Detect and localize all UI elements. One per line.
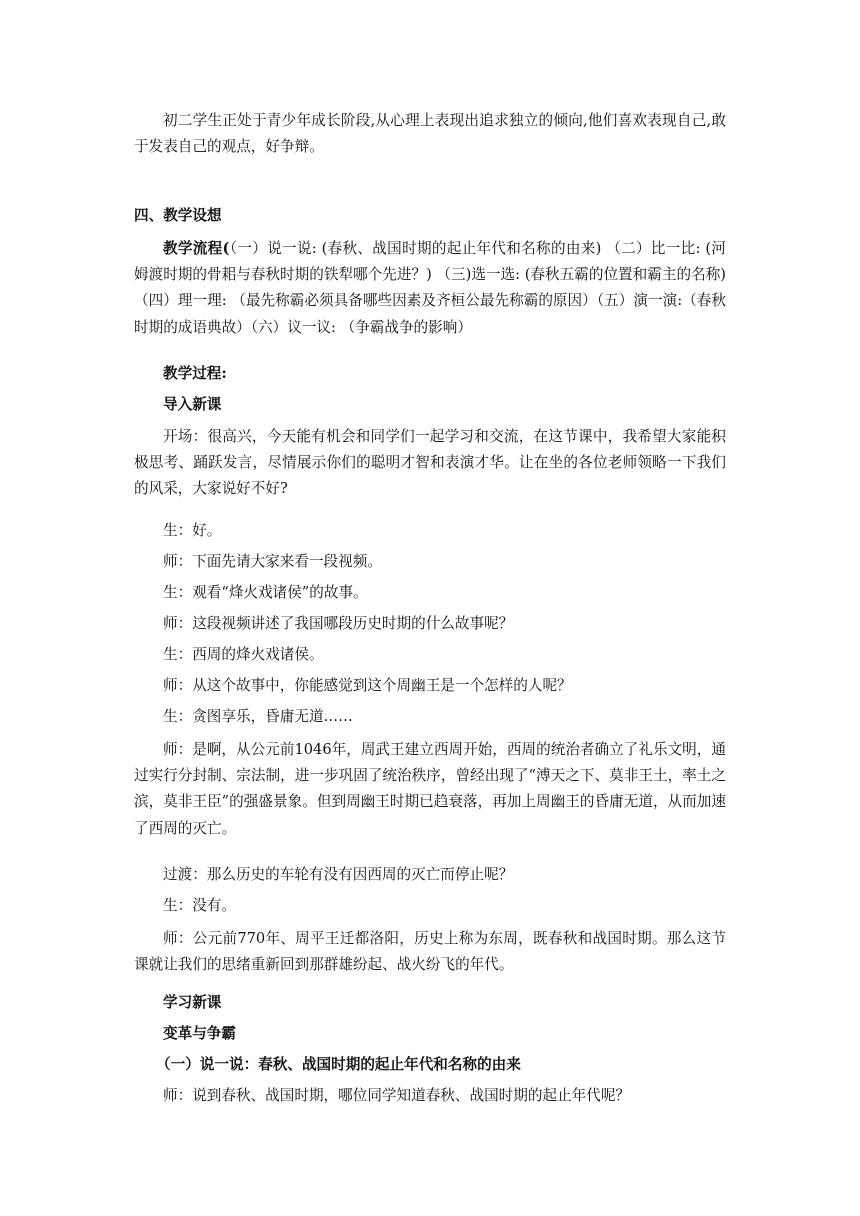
section-heading: 四、教学设想 — [134, 207, 222, 224]
eastern-zhou-paragraph: 师：公元前770年、周平王迁都洛阳，历史上称为东周，既春秋和战国时期。那么这节课就让我们的思绪重新回到那群雄纷起、战火纷飞的年代。 — [134, 930, 726, 974]
teaching-flow-text: （一）说一说: (春秋、战国时期的起止年代和名称的由来) （二）比一比: (河姆渡时期的骨耜与春秋时期的铁犁哪个先进？) （三)选一选: (春秋五霸的位置和霸主的名称) （四）理一理: （最先称霸必须具备哪些因素及齐桓公最先称霸的原因）（五）演一演:（春秋时期的成语典故）（六）议一议: （争霸战争的影响） — [134, 240, 726, 336]
dialogue-line: 生：贪图享乐，昏庸无道…… — [163, 708, 353, 725]
intro-lesson-heading: 导入新课 — [163, 396, 222, 413]
dialogue-line: 生：西周的烽火戏诸侯。 — [163, 646, 324, 663]
sub-heading: （一）说一说：春秋、战国时期的起止年代和名称的由来 — [156, 1056, 521, 1073]
process-heading: 教学过程: — [163, 365, 227, 382]
western-zhou-paragraph: 师：是啊，从公元前1046年，周武王建立西周开始，西周的统治者确立了礼乐文明，通过实行分封制、宗法制，进一步巩固了统治秩序，曾经出现了“溥天之下、莫非王土，率土之滨，莫非王臣”的强盛景象。但到周幽王时期已趋衰落，再加上周幽王的昏庸无道，从而加速了西周的灭亡。 — [134, 741, 726, 837]
topic-heading: 变革与争霸 — [163, 1025, 236, 1042]
dialogue-line: 师：从这个故事中，你能感觉到这个周幽王是一个怎样的人呢？ — [163, 677, 572, 694]
dialogue-line: 过渡：那么历史的车轮有没有因西周的灭亡而停止呢？ — [163, 866, 514, 883]
dialogue-line: 生：观看“烽火戏诸侯”的故事。 — [163, 584, 368, 601]
dialogue-line: 生：好。 — [163, 522, 222, 539]
dialogue-line: 师：下面先请大家来看一段视频。 — [163, 553, 382, 570]
intro-paragraph: 初二学生正处于青少年成长阶段,从心理上表现出追求独立的倾向,他们喜欢表现自己,敢于发表自己的观点，好争辩。 — [134, 112, 726, 156]
dialogue-line: 生：没有。 — [163, 897, 236, 914]
dialogue-line: 师：说到春秋、战国时期，哪位同学知道春秋、战国时期的起止年代呢？ — [163, 1087, 631, 1104]
teaching-flow-paragraph — [134, 236, 726, 341]
dialogue-line: 师：这段视频讲述了我国哪段历史时期的什么故事呢？ — [163, 615, 514, 632]
opening-paragraph: 开场：很高兴，今天能有机会和同学们一起学习和交流，在这节课中，我希望大家能积极思考、踊跃发言，尽情展示你们的聪明才智和表演才华。让在坐的各位老师领略一下我们的风采，大家说好不好? — [134, 428, 726, 498]
new-lesson-heading: 学习新课 — [163, 994, 222, 1011]
teaching-flow-label: 教学流程( — [163, 240, 230, 257]
